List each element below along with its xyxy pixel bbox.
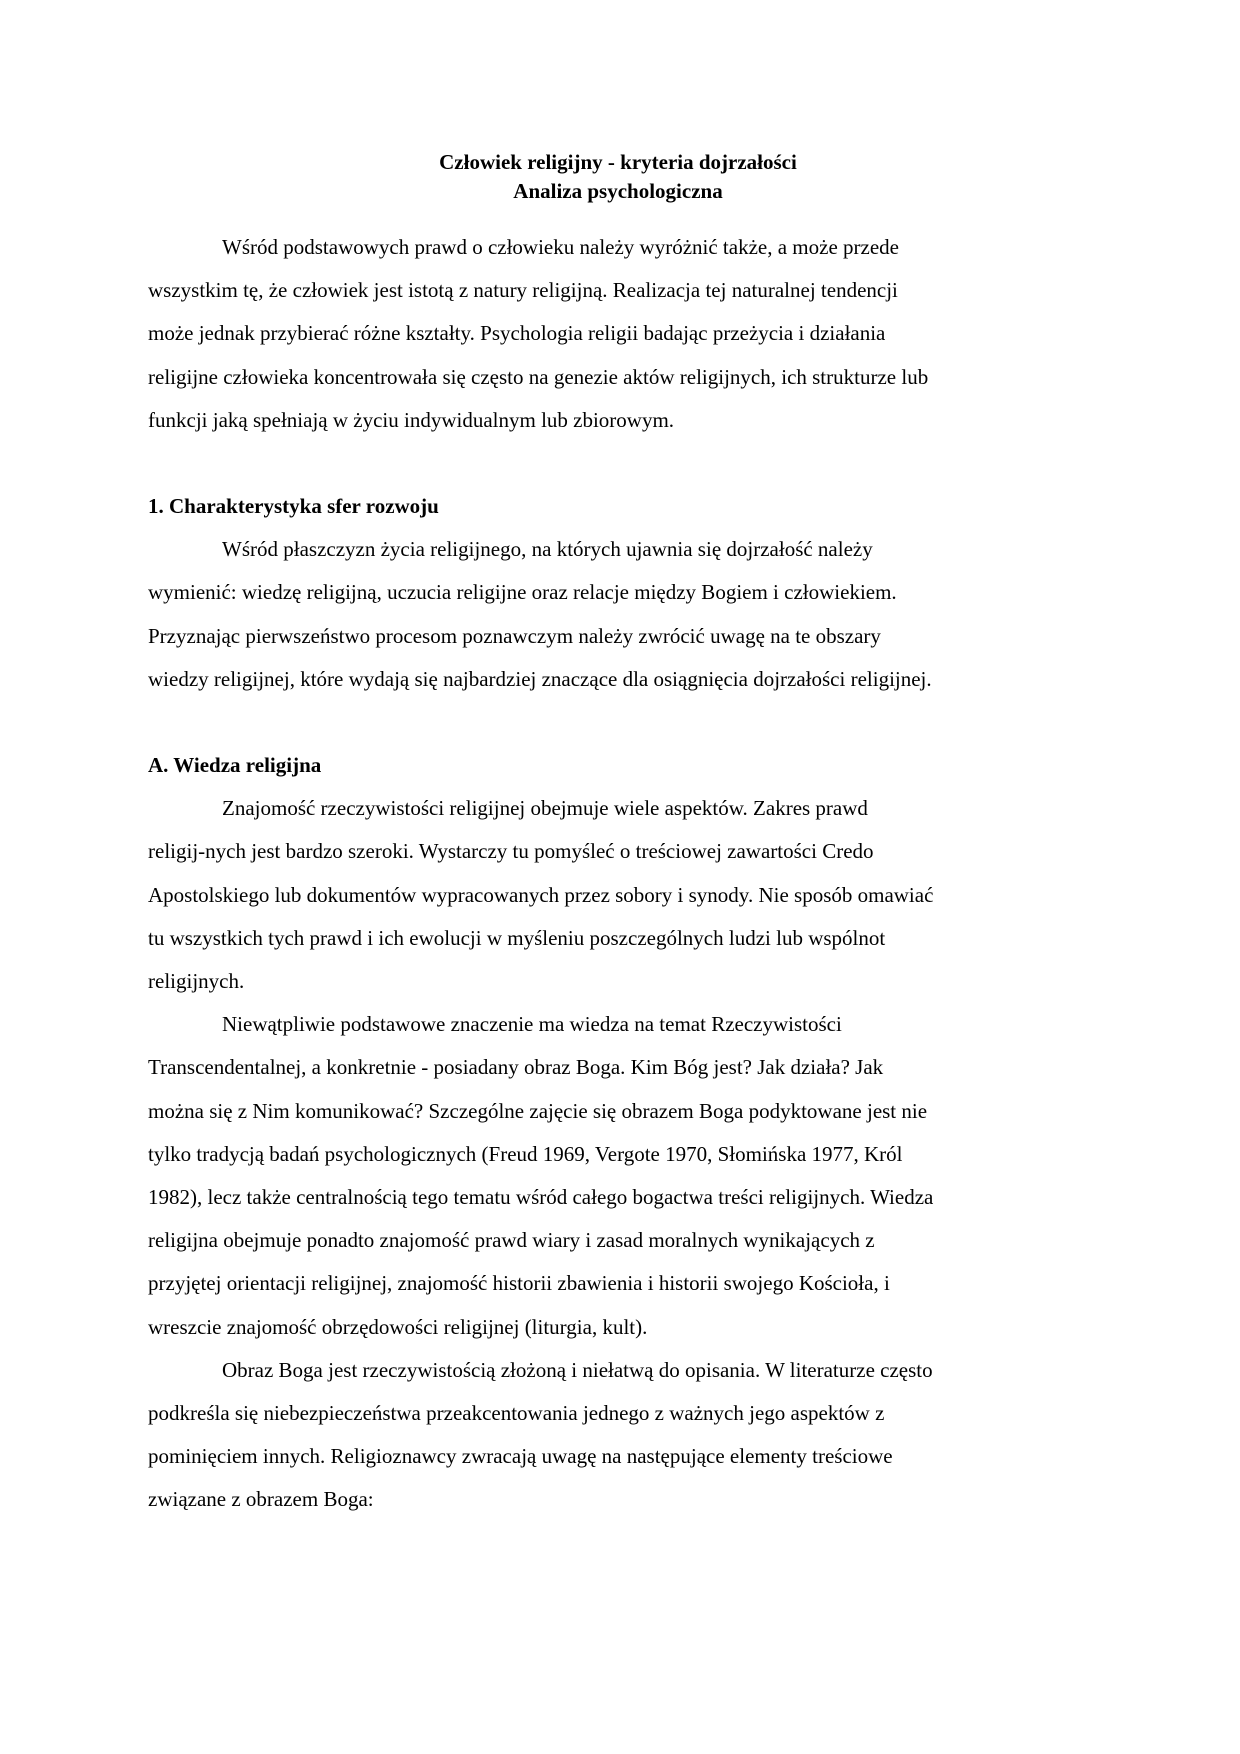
text-line: Wśród płaszczyzn życia religijnego, na których ujawnia się dojrzałość należy [222,537,873,562]
text-line: można się z Nim komunikować? Szczególne zajęcie się obrazem Boga podyktowane jest nie [148,1098,928,1123]
text-line: wymienić: wiedzę religijną, uczucia religijne oraz relacje między Bogiem i człowiekiem. [148,580,897,605]
text-line: Obraz Boga jest rzeczywistością złożoną i niełatwą do opisania. W literaturze często [222,1357,933,1382]
text-line: wiedzy religijnej, które wydają się najbardziej znaczące dla osiągnięcia dojrzałości religijnej. [148,666,932,691]
text-line: tu wszystkich tych prawd i ich ewolucji w myśleniu poszczególnych ludzi lub wspólnot [148,925,886,950]
section-a-heading: A. Wiedza religijna [148,753,322,777]
section-1-heading: 1. Charakterystyka sfer rozwoju [148,494,439,518]
text-line: podkreśla się niebezpieczeństwa przeakcentowania jednego z ważnych jego aspektów z [148,1401,885,1426]
text-line: funkcji jaką spełniają w życiu indywidualnym lub zbiorowym. [148,407,675,432]
text-line: religijna obejmuje ponadto znajomość prawd wiary i zasad moralnych wynikających z [148,1228,875,1253]
document-title [148,148,1088,206]
text-line: przyjętej orientacji religijnej, znajomość historii zbawienia i historii swojego Kościoła, i [148,1271,890,1296]
text-line: Transcendentalnej, a konkretnie - posiadany obraz Boga. Kim Bóg jest? Jak działa? Jak [148,1055,884,1080]
text-line: religijne człowieka koncentrowała się często na genezie aktów religijnych, ich strukturze lub [148,364,929,389]
text-line: związane z obrazem Boga: [148,1487,374,1512]
text-line: Niewątpliwie podstawowe znaczenie ma wiedza na temat Rzeczywistości [222,1012,842,1037]
text-line: 1982), lecz także centralnością tego tematu wśród całego bogactwa treści religijnych. Wiedza [148,1185,934,1210]
text-line: religijnych. [148,969,245,994]
text-line: wszystkim tę, że człowiek jest istotą z natury religijną. Realizacja tej naturalnej tendencji [148,278,898,303]
intro-paragraph [148,226,1088,442]
text-line: wreszcie znajomość obrzędowości religijnej (liturgia, kult). [148,1314,648,1339]
text-line: religij-nych jest bardzo szeroki. Wystarczy tu pomyśleć o treściowej zawartości Credo [148,839,874,864]
text-line: Znajomość rzeczywistości religijnej obejmuje wiele aspektów. Zakres prawd [222,796,868,821]
section-a [148,744,1088,1522]
text-line: Apostolskiego lub dokumentów wypracowanych przez sobory i synody. Nie sposób omawiać [148,882,934,907]
title-line-2: Analiza psychologiczna [513,179,723,203]
text-line: Przyznając pierwszeństwo procesom poznawczym należy zwrócić uwagę na te obszary [148,623,881,648]
text-line: tylko tradycją badań psychologicznych (Freud 1969, Vergote 1970, Słomińska 1977, Król [148,1141,903,1166]
text-line: Wśród podstawowych prawd o człowieku należy wyróżnić także, a może przede [222,235,899,259]
title-line-1: Człowiek religijny - kryteria dojrzałości [439,150,797,174]
page-content [148,0,1088,1754]
text-line: może jednak przybierać różne kształty. Psychologia religii badając przeżycia i działania [148,321,886,346]
section-1 [148,485,1088,701]
text-line: pominięciem innych. Religioznawcy zwracają uwagę na następujące elementy treściowe [148,1444,893,1469]
